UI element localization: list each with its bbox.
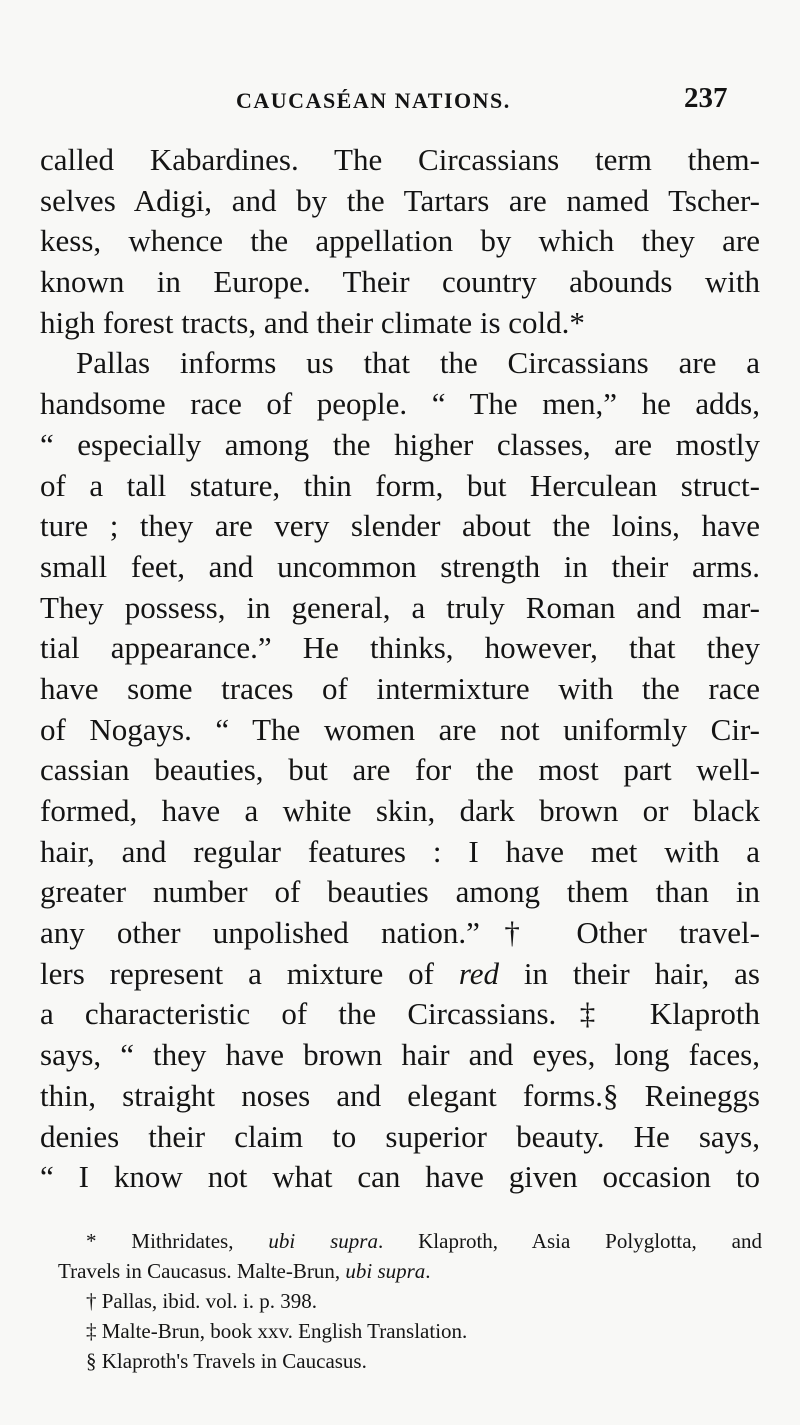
text-line: says, “ they have brown hair and eyes, long faces, [40,1037,760,1073]
text-line: cassian beauties, but are for the most part well- [40,752,760,788]
text-line: denies their claim to superior beauty. He says, [40,1118,760,1154]
text-line: selves Adigi, and by the Tartars are named Tscher- [40,182,760,218]
text-line: kess, whence the appellation by which they are [40,223,760,259]
text-line: known in Europe. Their country abounds with [40,264,760,300]
running-title: CAUCASÉAN NATIONS. [236,88,511,113]
text-line: called Kabardines. The Circassians term them- [40,142,760,177]
footnote: * Mithridates, ubi supra. Klaproth, Asia Polyglotta, and [86,1229,762,1253]
footnote: ‡ Malte-Brun, book xxv. English Translation. [86,1319,468,1343]
text-line: a characteristic of the Circassians.‡ Klaproth [40,996,760,1032]
text-line: high forest tracts, and their climate is cold.* [40,304,585,340]
text-line: “ especially among the higher classes, are mostly [40,426,760,462]
page-number: 237 [684,82,728,114]
text-line: have some traces of intermixture with the race [40,670,760,706]
footnote-continuation: Travels in Caucasus. Malte-Brun, ubi supra. [58,1259,431,1283]
text-line: ture ; they are very slender about the loins, have [40,508,760,544]
text-line: thin, straight noses and elegant forms.§ Reineggs [40,1077,760,1113]
text-line: lers represent a mixture of red in their hair, as [40,955,760,991]
text-line: “ I know not what can have given occasion to [40,1159,760,1195]
text-line: hair, and regular features : I have met with a [40,833,760,869]
text-line: formed, have a white skin, dark brown or black [40,793,760,828]
text-line: of Nogays. “ The women are not uniformly Cir- [40,711,760,747]
footnote: † Pallas, ibid. vol. i. p. 398. [86,1289,317,1313]
text-line: handsome race of people. “ The men,” he adds, [40,386,760,422]
footnote: § Klaproth's Travels in Caucasus. [86,1349,367,1373]
text-line: any other unpolished nation.”† Other travel- [40,915,760,951]
text-line: tial appearance.” He thinks, however, that they [40,630,760,666]
body-text [40,140,760,1198]
text-line: of a tall stature, thin form, but Herculean struct- [40,467,760,503]
footnotes [58,1226,762,1376]
paragraph-start-line: Pallas informs us that the Circassians are a [76,345,760,381]
running-head [0,82,800,122]
text-line: greater number of beauties among them than in [40,874,760,910]
text-line: They possess, in general, a truly Roman and mar- [40,589,760,625]
text-line: small feet, and uncommon strength in their arms. [40,548,760,584]
